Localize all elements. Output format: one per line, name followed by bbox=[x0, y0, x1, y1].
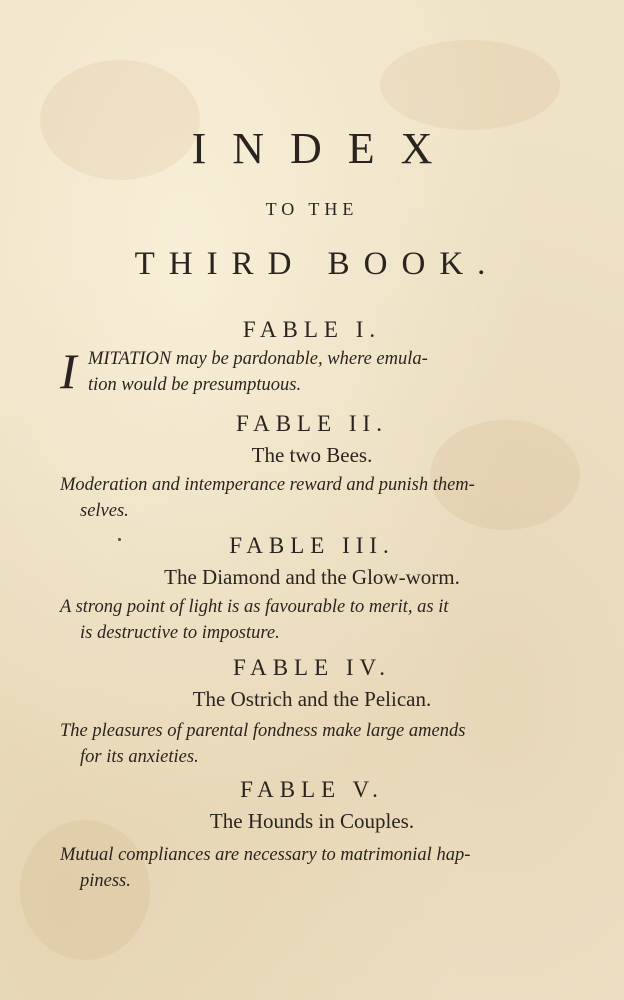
ink-speck bbox=[118, 538, 121, 541]
moral-line: A strong point of light is as favourable to merit, as it bbox=[60, 597, 449, 617]
fable-3-heading: FABLE III. bbox=[229, 533, 395, 558]
page-to-the: TO THE bbox=[265, 199, 359, 219]
moral-line: The pleasures of parental fondness make large amends bbox=[60, 721, 466, 741]
fable-1-heading: FABLE I. bbox=[242, 317, 382, 342]
fable-2-moral bbox=[60, 472, 542, 524]
moral-line: Mutual compliances are necessary to matrimonial hap- bbox=[60, 845, 471, 865]
fable-2-title: The two Bees. bbox=[251, 443, 373, 467]
paper-stain bbox=[380, 40, 560, 130]
moral-line: piness. bbox=[80, 871, 131, 891]
fable-1-moral bbox=[60, 343, 542, 399]
moral-line: is destructive to imposture. bbox=[80, 623, 280, 643]
fable-2-heading: FABLE II. bbox=[236, 411, 388, 436]
moral-line: for its anxieties. bbox=[80, 747, 199, 767]
moral-line: Moderation and intemperance reward and punish them- bbox=[60, 475, 475, 495]
fable-4-heading: FABLE IV. bbox=[233, 655, 391, 680]
page-subtitle: THIRD BOOK. bbox=[134, 246, 500, 282]
fable-4-moral bbox=[60, 718, 542, 770]
moral-line: MITATION may be pardonable, where emula- bbox=[88, 349, 428, 369]
fable-5-moral bbox=[60, 842, 542, 894]
moral-line: tion would be presumptuous. bbox=[88, 375, 302, 395]
fable-4-title: The Ostrich and the Pelican. bbox=[192, 687, 432, 711]
fable-5-title: The Hounds in Couples. bbox=[209, 809, 415, 833]
fable-5-heading: FABLE V. bbox=[240, 777, 384, 802]
fable-3-moral bbox=[60, 594, 542, 646]
page-title: INDEX bbox=[191, 124, 459, 173]
drop-cap: I bbox=[60, 343, 77, 399]
moral-line: selves. bbox=[80, 501, 129, 521]
fable-3-title: The Diamond and the Glow-worm. bbox=[164, 565, 460, 589]
